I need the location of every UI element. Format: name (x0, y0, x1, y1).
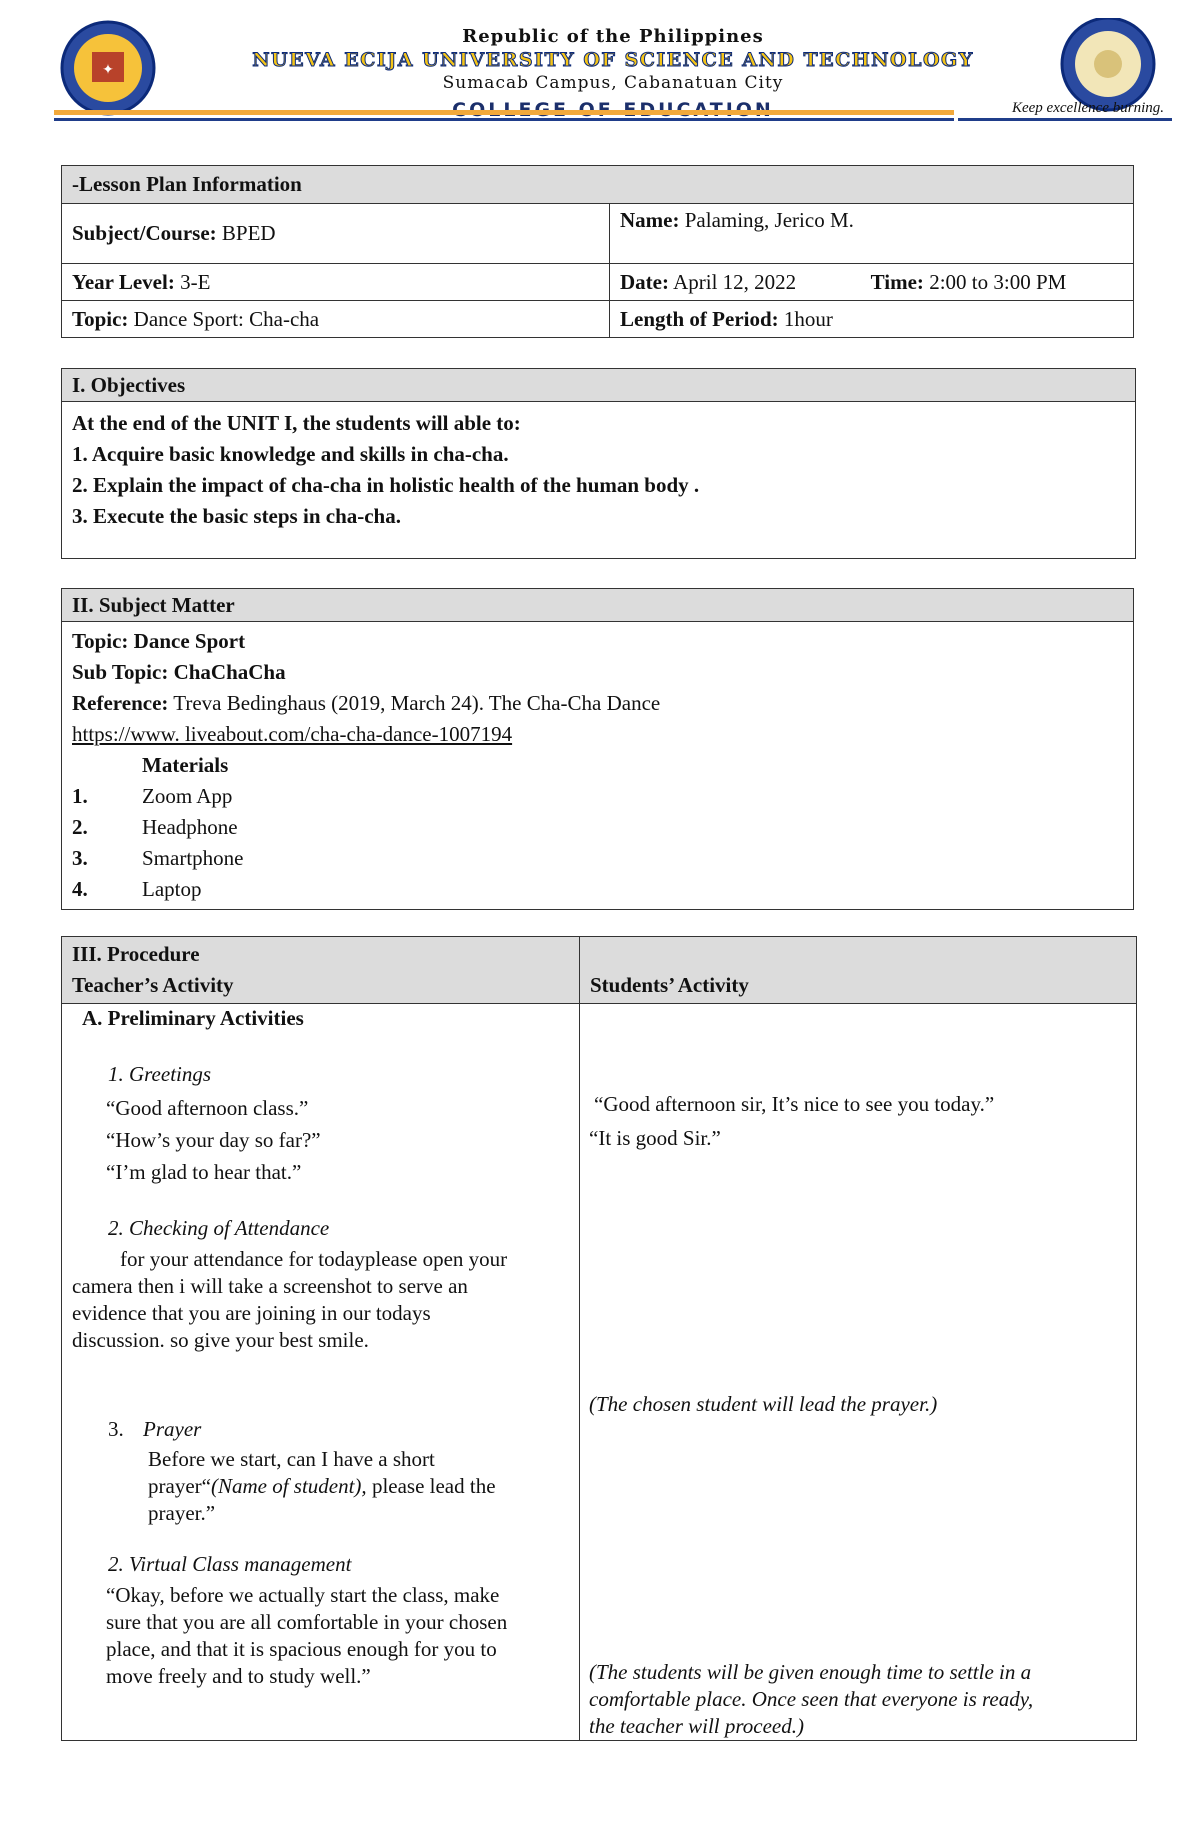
prayer-line: Before we start, can I have a short (148, 1447, 435, 1471)
list-item (72, 781, 1123, 812)
material-name: Laptop (142, 877, 202, 901)
tagline-rule (958, 118, 1172, 121)
subject-matter-table (61, 588, 1134, 910)
procedure-header-left (62, 937, 580, 1004)
topic-cell (62, 301, 610, 338)
subject-cell (62, 204, 610, 264)
university-seal-icon (48, 18, 176, 118)
attendance-title: 2. Checking of Attendance (108, 1216, 330, 1240)
republic-line: Republic of the Philippines (462, 26, 764, 47)
materials-label: Materials (142, 753, 229, 777)
sm-reference-value: Treva Bedinghaus (2019, March 24). The Cha-Cha Dance (173, 691, 661, 715)
attendance-line: for your attendance for todayplease open your (120, 1247, 508, 1271)
name-label: Name: (620, 208, 680, 232)
greetings-lines (106, 1092, 321, 1188)
year-label: Year Level: (72, 269, 175, 294)
student-settle-note (589, 1659, 1129, 1740)
info-heading: -Lesson Plan Information (62, 166, 1134, 204)
name-value: Palaming, Jerico M. (684, 208, 854, 232)
campus-line: Sumacab Campus, Cabanatuan City (442, 73, 784, 93)
student-column-heading: Students’ Activity (590, 973, 749, 997)
greeting-line: “How’s your day so far?” (106, 1128, 321, 1152)
teacher-column-heading: Teacher’s Activity (72, 973, 234, 997)
vcm-line: sure that you are all comfortable in your chosen (106, 1610, 508, 1634)
length-cell (610, 301, 1134, 338)
settle-line: comfortable place. Once seen that everyone is ready, (589, 1687, 1034, 1711)
attendance-text (72, 1246, 572, 1354)
objectives-table (61, 368, 1136, 559)
attendance-line: camera then i will take a screenshot to serve an (72, 1274, 468, 1298)
reference-link[interactable]: https://www. liveabout.com/cha-cha-dance-1007194 (72, 722, 513, 746)
letterhead-text (218, 26, 1008, 121)
prayer-title: Prayer (143, 1417, 202, 1441)
material-name: Headphone (142, 815, 238, 839)
material-number: 2. (72, 815, 88, 839)
material-name: Zoom App (142, 784, 233, 808)
procedure-heading: III. Procedure (72, 942, 200, 966)
prayer-number: 3. (108, 1417, 124, 1441)
date-label: Date: (620, 269, 669, 294)
material-number: 1. (72, 784, 88, 808)
sm-subtopic-label: Sub Topic: (72, 660, 169, 684)
subject-matter-body (62, 622, 1134, 910)
list-item (72, 812, 1123, 843)
letterhead (48, 18, 1172, 128)
length-label: Length of Period: (620, 306, 779, 331)
objectives-heading: I. Objectives (62, 369, 1136, 402)
sm-reference-label: Reference: (72, 691, 169, 715)
time-value: 2:00 to 3:00 PM (929, 269, 1067, 294)
name-cell (610, 204, 1134, 264)
section-a-heading: A. Preliminary Activities (82, 1006, 304, 1030)
university-name: NUEVA ECIJA UNIVERSITY OF SCIENCE AND TECHNOLOGY (252, 49, 974, 71)
prayer-line: prayer“(Name of student), please lead the (148, 1474, 496, 1498)
topic-label: Topic: (72, 306, 129, 331)
vcm-line: move freely and to study well.” (106, 1664, 371, 1688)
prayer-text (148, 1446, 568, 1527)
vcm-line: “Okay, before we actually start the class, make (106, 1583, 500, 1607)
sm-topic-value: Dance Sport (133, 629, 246, 653)
year-value: 3-E (180, 269, 211, 294)
procedure-table (61, 936, 1137, 1741)
sm-subtopic-value: ChaChaCha (173, 660, 286, 684)
vcm-line: place, and that it is spacious enough for you to (106, 1637, 497, 1661)
topic-value: Dance Sport: Cha-cha (133, 306, 320, 331)
date-time-cell (610, 264, 1134, 301)
list-item (72, 843, 1123, 874)
year-cell (62, 264, 610, 301)
material-name: Smartphone (142, 846, 244, 870)
student-greeting-2: “It is good Sir.” (589, 1126, 721, 1150)
prayer-line: prayer.” (148, 1501, 216, 1525)
sm-topic-label: Topic: (72, 629, 129, 653)
objective-item: 3. Execute the basic steps in cha-cha. (72, 504, 401, 528)
material-number: 3. (72, 846, 88, 870)
objective-item: 2. Explain the impact of cha-cha in holistic health of the human body . (72, 473, 700, 497)
greeting-line: “I’m glad to hear that.” (106, 1160, 302, 1184)
objectives-body (62, 402, 1136, 559)
material-number: 4. (72, 877, 88, 901)
procedure-header-right (580, 937, 1137, 1004)
attendance-line: evidence that you are joining in our todays (72, 1301, 431, 1325)
greetings-title: 1. Greetings (108, 1062, 212, 1086)
teacher-activity-cell (62, 1004, 580, 1741)
virtual-class-title: 2. Virtual Class management (108, 1552, 352, 1576)
length-value: 1hour (783, 306, 833, 331)
lesson-plan-info-table (61, 165, 1134, 338)
header-navy-rule (54, 118, 954, 121)
time-label: Time: (870, 269, 924, 294)
student-greeting-1: “Good afternoon sir, It’s nice to see you today.” (594, 1092, 995, 1116)
subject-matter-heading: II. Subject Matter (62, 589, 1134, 622)
settle-line: (The students will be given enough time to settle in a (589, 1660, 1032, 1684)
subject-value: BPED (221, 221, 276, 245)
date-value: April 12, 2022 (673, 269, 797, 294)
attendance-line: discussion. so give your best smile. (72, 1328, 369, 1352)
objective-item: 1. Acquire basic knowledge and skills in cha-cha. (72, 442, 509, 466)
list-item (72, 874, 1123, 905)
objectives-intro: At the end of the UNIT I, the students will able to: (72, 411, 521, 435)
virtual-class-text (106, 1582, 576, 1690)
header-gold-rule (54, 110, 954, 115)
tagline: Keep excellence burning. (1011, 100, 1164, 116)
svg-text:✦: ✦ (102, 62, 114, 78)
subject-label: Subject/Course: (72, 221, 217, 245)
student-activity-cell (580, 1004, 1137, 1741)
greeting-line: “Good afternoon class.” (106, 1096, 309, 1120)
student-prayer-note: (The chosen student will lead the prayer.) (589, 1392, 938, 1416)
settle-line: the teacher will proceed.) (589, 1714, 804, 1738)
prayer-title-row (108, 1417, 201, 1442)
